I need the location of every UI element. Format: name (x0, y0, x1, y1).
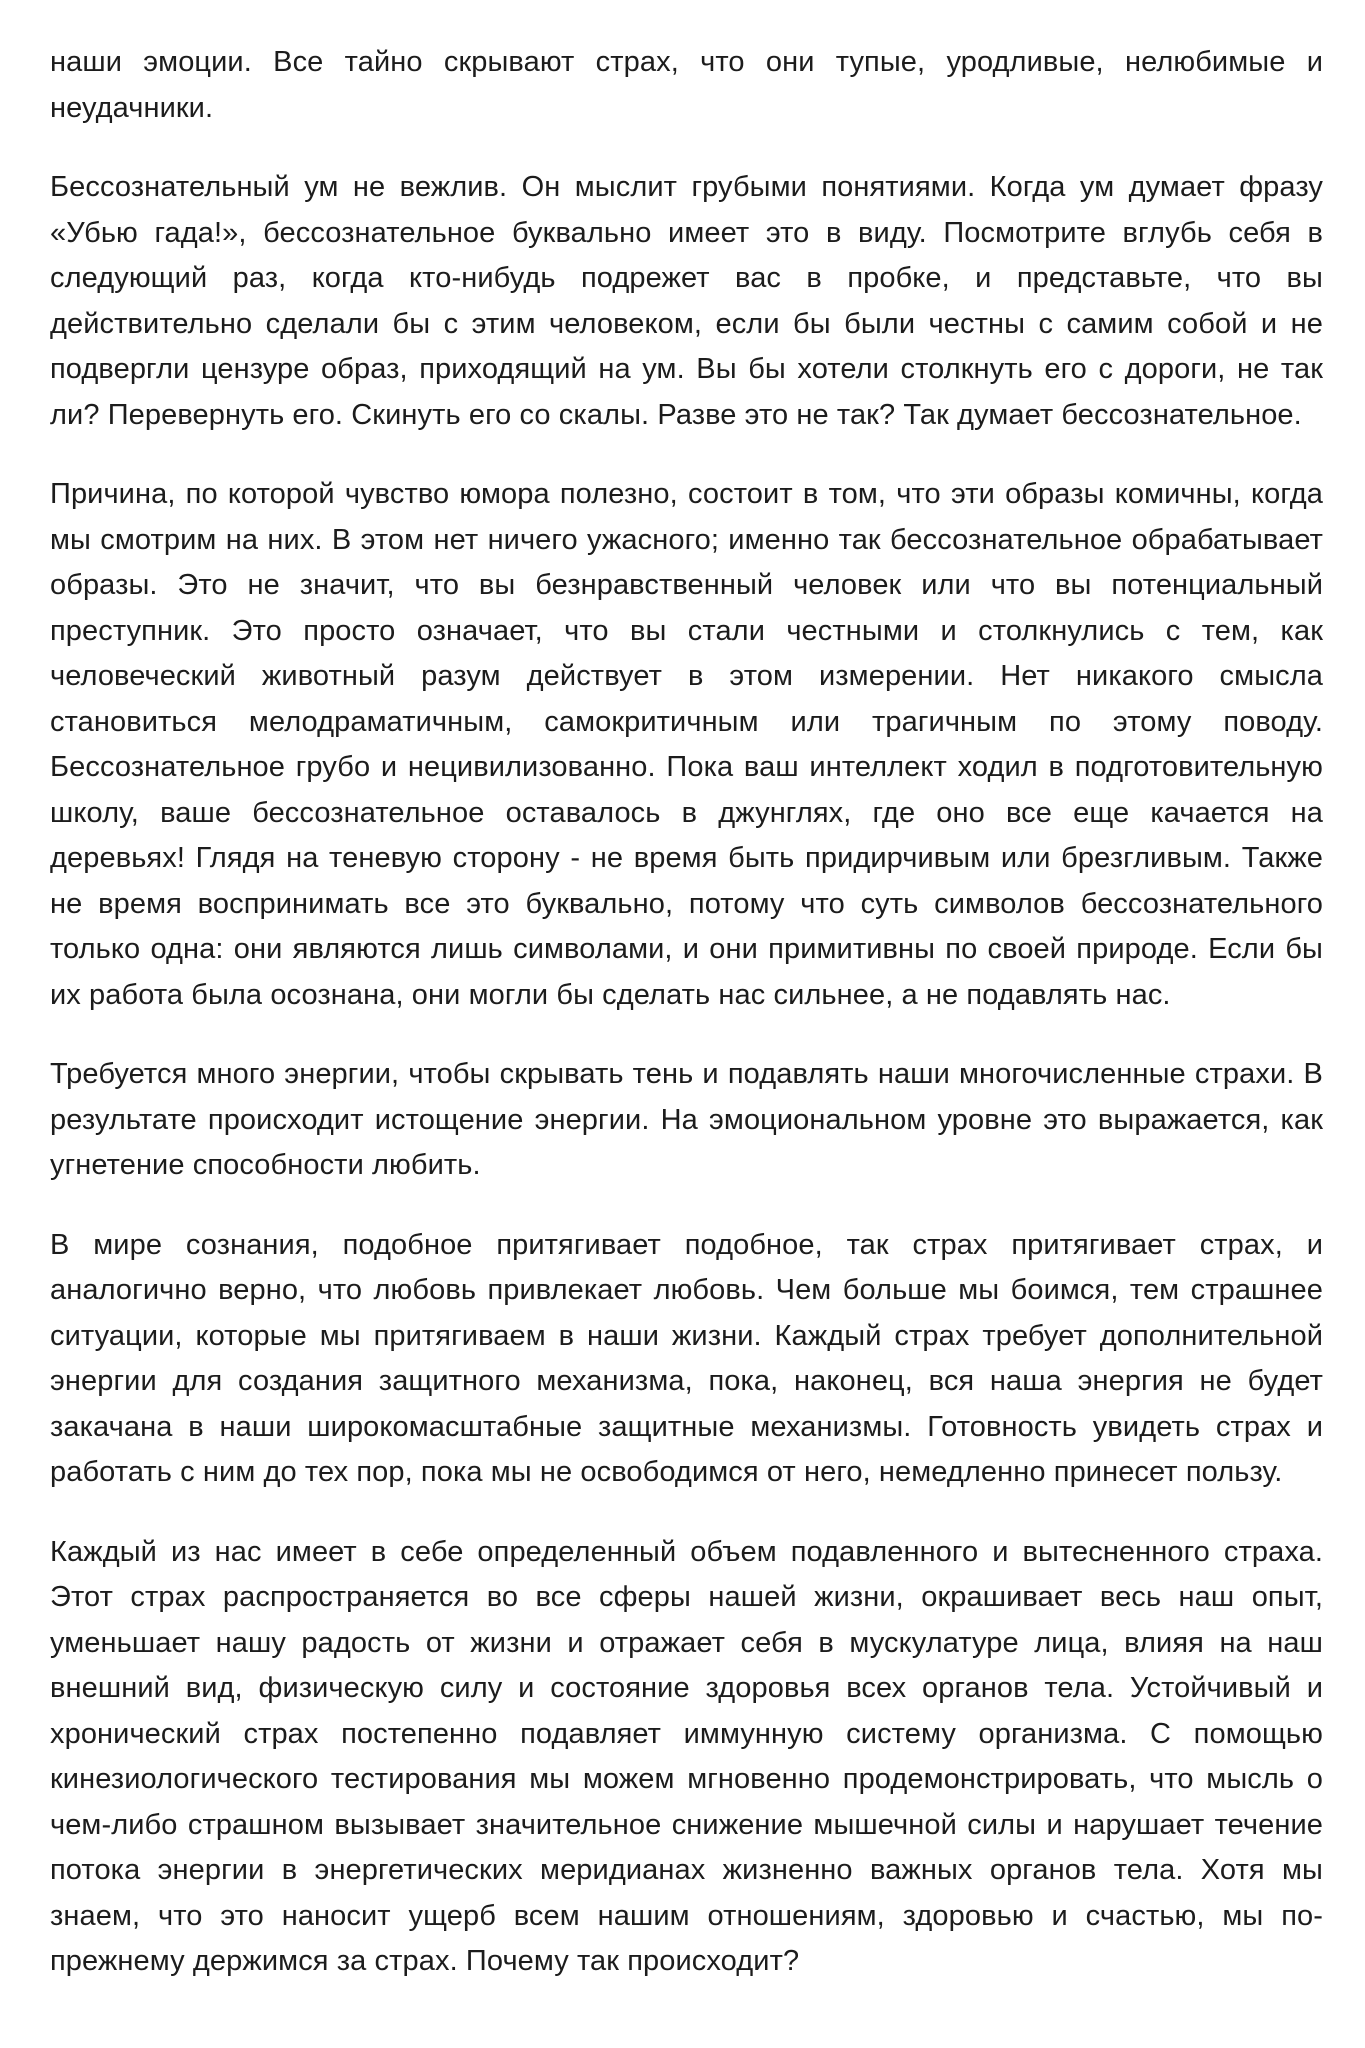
paragraph-2: Бессознательный ум не вежлив. Он мыслит грубыми понятиями. Когда ум думает фразу «Убью гада!», бессознательное буквально имеет это в виду. Посмотрите вглубь себя в следующий раз, когда кто-нибудь подрежет вас в пробке, и представьте, что вы действительно сделали бы с этим человеком, если бы были честны с самим собой и не подвергли цензуре образ, приходящий на ум. Вы бы хотели столкнуть его с дороги, не так ли? Перевернуть его. Скинуть его со скалы. Разве это не так? Так думает бессознательное. (50, 171, 1323, 431)
paragraph-6: Каждый из нас имеет в себе определенный объем подавленного и вытесненного страха. Этот страх распространяется во все сферы нашей жизни, окрашивает весь наш опыт, уменьшает нашу радость от жизни и отражает себя в мускулатуре лица, влияя на наш внешний вид, физическую силу и состояние здоровья всех органов тела. Устойчивый и хронический страх постепенно подавляет иммунную систему организма. С помощью кинезиологического тестирования мы можем мгновенно продемонстрировать, что мысль о чем-либо страшном вызывает значительное снижение мышечной силы и нарушает течение потока энергии в энергетических меридианах жизненно важных органов тела. Хотя мы знаем, что это наносит ущерб всем нашим отношениям, здоровью и счастью, мы по-прежнему держимся за страх. Почему так происходит? (50, 1535, 1323, 1977)
paragraph-5: В мире сознания, подобное притягивает подобное, так страх притягивает страх, и аналогично верно, что любовь привлекает любовь. Чем больше мы боимся, тем страшнее ситуации, которые мы притягиваем в наши жизни. Каждый страх требует дополнительной энергии для создания защитного механизма, пока, наконец, вся наша энергия не будет закачана в наши широкомасштабные защитные механизмы. Готовность увидеть страх и работать с ним до тех пор, пока мы не освободимся от него, немедленно принесет пользу. (50, 1228, 1323, 1488)
paragraph-1: наши эмоции. Все тайно скрывают страх, что они тупые, уродливые, нелюбимые и неудачники. (50, 46, 1323, 124)
paragraph-4: Требуется много энергии, чтобы скрывать тень и подавлять наши многочисленные страхи. В результате происходит истощение энергии. На эмоциональном уровне это выражается, как угнетение способности любить. (50, 1058, 1323, 1181)
paragraph-3: Причина, по которой чувство юмора полезно, состоит в том, что эти образы комичны, когда мы смотрим на них. В этом нет ничего ужасного; именно так бессознательное обрабатывает образы. Это не значит, что вы безнравственный человек или что вы потенциальный преступник. Это просто означает, что вы стали честными и столкнулись с тем, как человеческий животный разум действует в этом измерении. Нет никакого смысла становиться мелодраматичным, самокритичным или трагичным по этому поводу. Бессознательное грубо и нецивилизованно. Пока ваш интеллект ходил в подготовительную школу, ваше бессознательное оставалось в джунглях, где оно все еще качается на деревьях! Глядя на теневую сторону - не время быть придирчивым или брезгливым. Также не время воспринимать все это буквально, потому что суть символов бессознательного только одна: они являются лишь символами, и они примитивны по своей природе. Если бы их работа была осознана, они могли бы сделать нас сильнее, а не подавлять нас. (50, 478, 1323, 1011)
document-page (50, 40, 1323, 2019)
